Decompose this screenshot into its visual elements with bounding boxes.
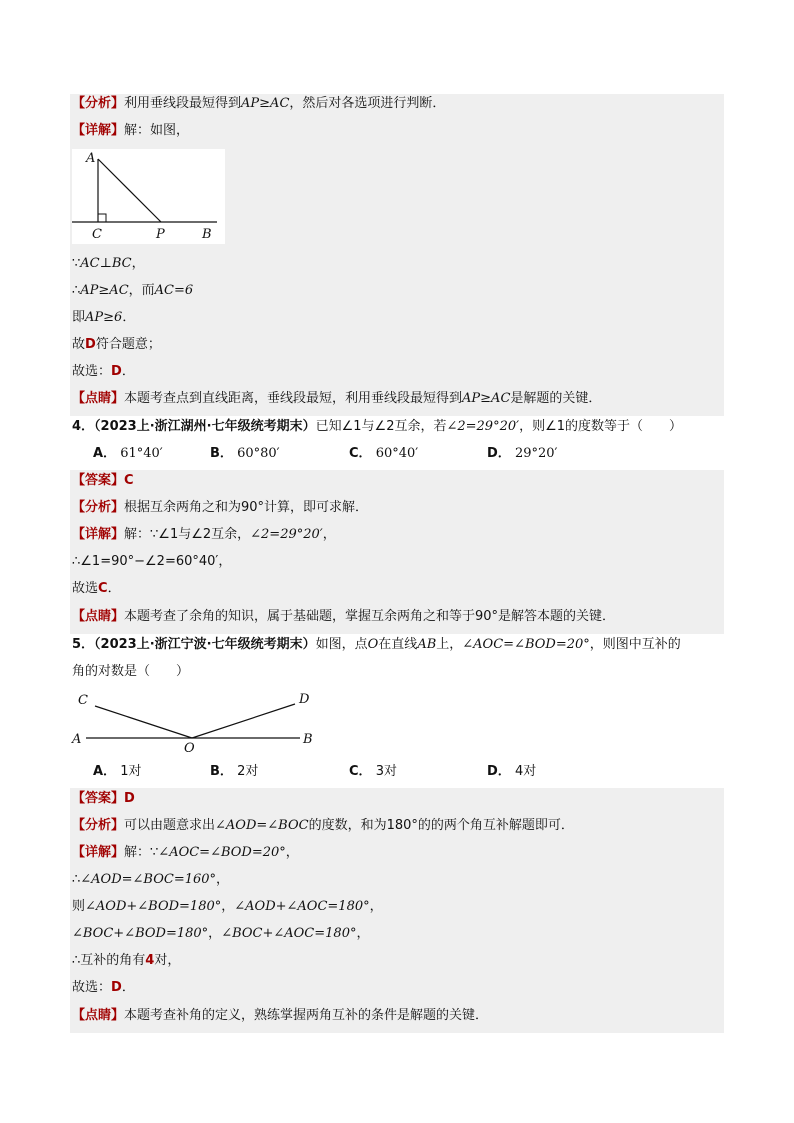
option-c[interactable]: C． 60°40′ xyxy=(349,446,419,461)
label-B: B xyxy=(303,732,313,747)
detail-line: 【详解】解：∵∠1与∠2互余，∠2=29°20′， xyxy=(72,527,336,542)
question-4-stem: 4．（2023上·浙江湖州·七年级统考期末）已知∠1与∠2互余，若∠2=29°20′，则∠1的度数等于（ ） xyxy=(72,419,682,434)
solution-band-q3 xyxy=(70,94,724,416)
step-line: 故D符合题意； xyxy=(72,337,161,352)
option-b[interactable]: B． 2对 xyxy=(210,764,259,779)
option-b[interactable]: B． 60°80′ xyxy=(210,446,280,461)
option-d[interactable]: D． 4对 xyxy=(487,764,537,779)
point-line: 【点睛】本题考查了余角的知识，属于基础题，掌握互余两角之和等于90°是解答本题的关键． xyxy=(72,609,616,624)
analysis-tag: 【分析】 xyxy=(72,500,125,515)
point-tag: 【点睛】 xyxy=(72,1008,125,1023)
label-D: D xyxy=(299,692,310,707)
analysis-line: 【分析】利用垂线段最短得到AP≥AC，然后对各选项进行判断． xyxy=(72,96,446,111)
analysis-line: 【分析】可以由题意求出∠AOD=∠BOC的度数，和为180°的的两个角互补解题即可． xyxy=(72,818,574,833)
detail-tag: 【详解】 xyxy=(72,845,125,860)
answer-line: 【答案】D xyxy=(72,791,135,806)
angles-figure xyxy=(70,686,320,756)
label-A: A xyxy=(86,151,96,166)
step-line: ∴互补的角有4对， xyxy=(72,953,181,968)
label-P: P xyxy=(156,227,165,242)
label-C: C xyxy=(78,693,88,708)
option-a[interactable]: A． 61°40′ xyxy=(93,446,163,461)
point-tag: 【点睛】 xyxy=(72,609,125,624)
analysis-line: 【分析】根据互余两角之和为90°计算，即可求解． xyxy=(72,500,369,515)
right-triangle-figure xyxy=(72,149,225,244)
step-line: 即AP≥6． xyxy=(72,310,136,325)
step-line: 则∠AOD+∠BOD=180°，∠AOD+∠AOC=180°， xyxy=(72,899,383,914)
answer-tag: 【答案】 xyxy=(72,473,125,488)
label-A: A xyxy=(72,732,82,747)
label-O: O xyxy=(184,741,195,756)
step-line: ∴AP≥AC，而AC=6 xyxy=(72,283,194,298)
question-5-stem-line2: 角的对数是（ ） xyxy=(72,664,190,679)
step-line: ∵AC⊥BC， xyxy=(72,256,145,271)
point-line: 【点睛】本题考查补角的定义，熟练掌握两角互补的条件是解题的关键． xyxy=(72,1008,489,1023)
choice-line: 故选：D． xyxy=(72,980,135,995)
detail-line: 【详解】解：∵∠AOC=∠BOD=20°， xyxy=(72,845,299,860)
detail-tag: 【详解】 xyxy=(72,527,125,542)
analysis-tag: 【分析】 xyxy=(72,818,125,833)
step-line: ∠BOC+∠BOD=180°，∠BOC+∠AOC=180°， xyxy=(72,926,370,941)
step-line: ∴∠1=90°−∠2=60°40′， xyxy=(72,554,232,569)
option-d[interactable]: D． 29°20′ xyxy=(487,446,558,461)
step-line: ∴∠AOD=∠BOC=160°， xyxy=(72,872,230,887)
label-C: C xyxy=(92,227,102,242)
option-c[interactable]: C． 3对 xyxy=(349,764,397,779)
answer-tag: 【答案】 xyxy=(72,791,125,806)
choice-line: 故选：D． xyxy=(72,364,135,379)
analysis-tag: 【分析】 xyxy=(72,96,125,111)
point-line: 【点睛】本题考查点到直线距离，垂线段最短，利用垂线段最短得到AP≥AC是解题的关键． xyxy=(72,391,602,406)
detail-line: 【详解】解：如图， xyxy=(72,123,190,138)
label-B: B xyxy=(202,227,212,242)
question-5-stem: 5．（2023上·浙江宁波·七年级统考期末）如图，点O在直线AB上，∠AOC=∠BOD=20°，则图中互补的 xyxy=(72,637,681,652)
answer-line: 【答案】C xyxy=(72,473,134,488)
option-a[interactable]: A． 1对 xyxy=(93,764,142,779)
detail-tag: 【详解】 xyxy=(72,123,125,138)
choice-line: 故选C． xyxy=(72,581,121,596)
point-tag: 【点睛】 xyxy=(72,391,125,406)
